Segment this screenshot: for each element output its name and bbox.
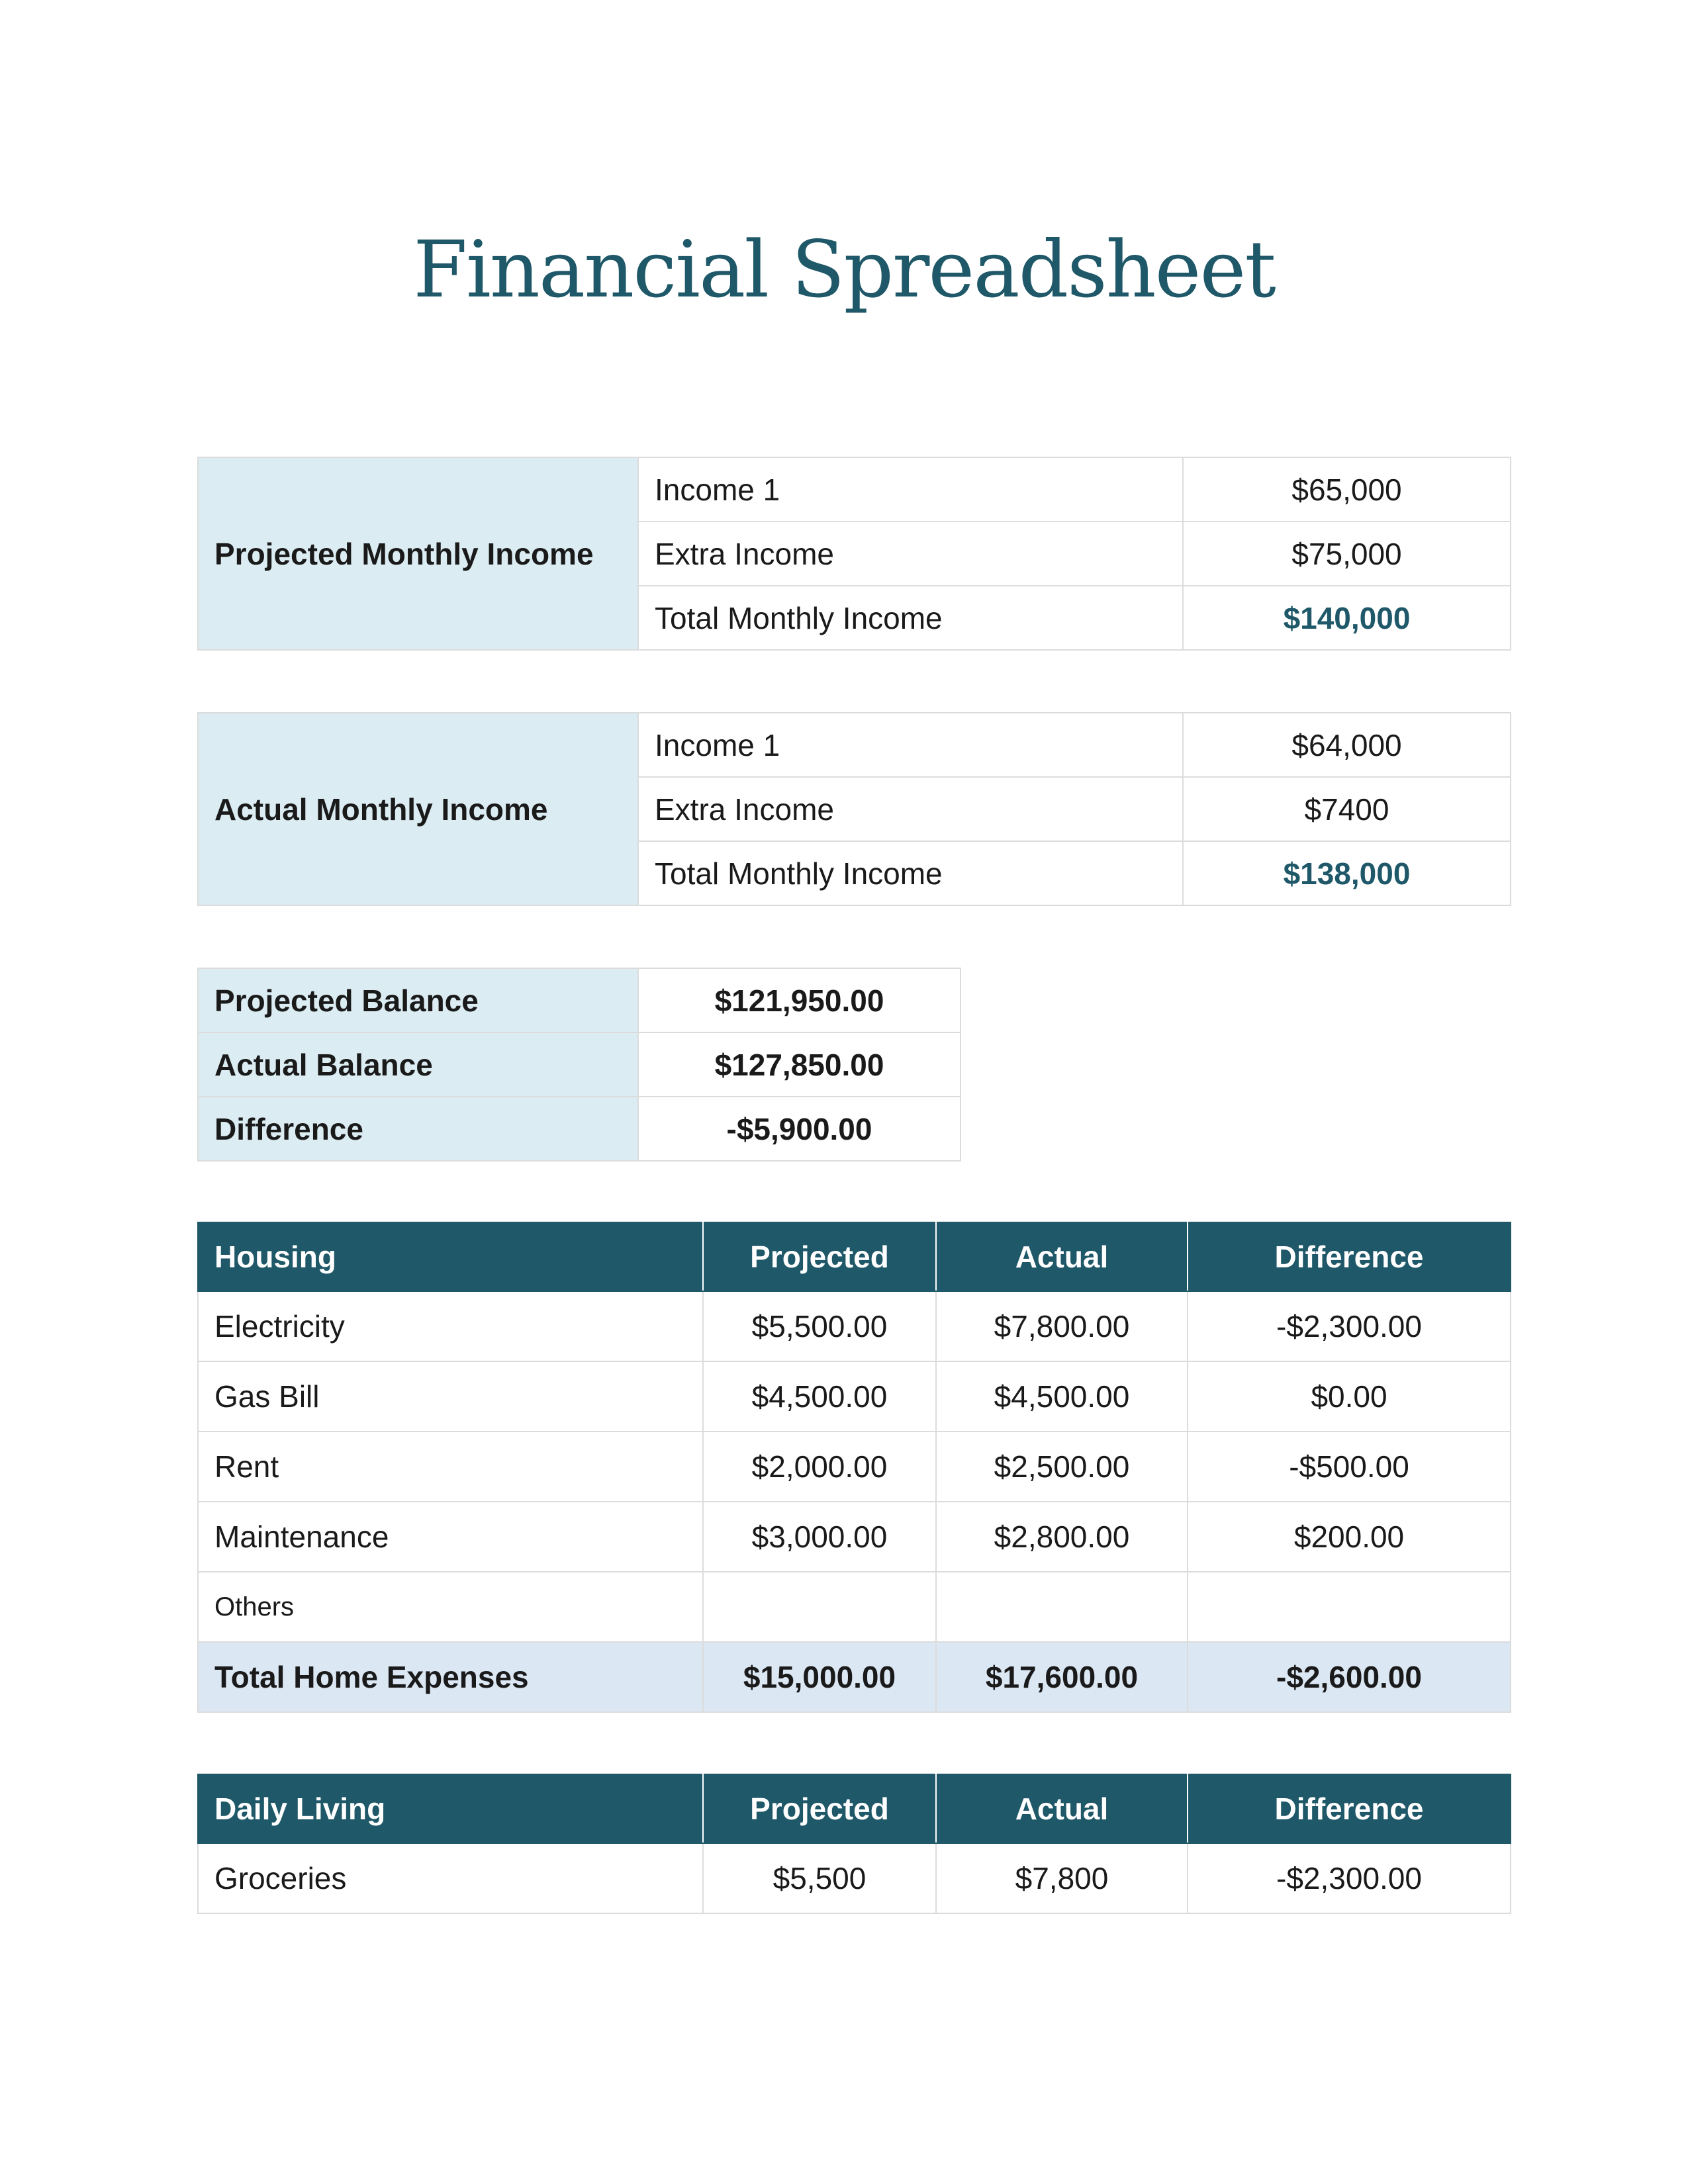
- column-header: Housing: [198, 1222, 703, 1291]
- income-name: Income 1: [638, 457, 1183, 522]
- difference-value: -$500.00: [1188, 1432, 1511, 1502]
- table-row: [198, 1502, 1511, 1572]
- column-header: Projected: [703, 1774, 936, 1843]
- total-label: Total Home Expenses: [198, 1642, 703, 1712]
- housing-table: [197, 1222, 1511, 1713]
- projected-value: $3,000.00: [703, 1502, 936, 1572]
- balance-label: Actual Balance: [198, 1032, 638, 1097]
- actual-value: $2,800.00: [936, 1502, 1188, 1572]
- projected-value: $2,000.00: [703, 1432, 936, 1502]
- column-header: Difference: [1188, 1222, 1511, 1291]
- income-value: $7400: [1183, 777, 1511, 841]
- table-header-row: [198, 1222, 1511, 1291]
- income-name: Extra Income: [638, 777, 1183, 841]
- expense-item: Groceries: [198, 1843, 703, 1913]
- table-header-row: [198, 1774, 1511, 1843]
- income-name: Extra Income: [638, 522, 1183, 586]
- income-name: Total Monthly Income: [638, 841, 1183, 905]
- table-row: [198, 1572, 1511, 1642]
- table-row: [198, 1291, 1511, 1361]
- total-difference: -$2,600.00: [1188, 1642, 1511, 1712]
- difference-value: -$2,300.00: [1188, 1843, 1511, 1913]
- projected-income-label: Projected Monthly Income: [198, 457, 638, 650]
- balance-label: Projected Balance: [198, 968, 638, 1032]
- balance-value: $127,850.00: [638, 1032, 961, 1097]
- actual-value: [936, 1572, 1188, 1642]
- total-actual: $17,600.00: [936, 1642, 1188, 1712]
- expense-item: Others: [198, 1572, 703, 1642]
- table-row: [198, 1432, 1511, 1502]
- table-row: [198, 1032, 961, 1097]
- total-income-value: $138,000: [1183, 841, 1511, 905]
- total-income-value: $140,000: [1183, 586, 1511, 650]
- actual-value: $7,800: [936, 1843, 1188, 1913]
- projected-income-table: [197, 457, 1511, 651]
- actual-value: $7,800.00: [936, 1291, 1188, 1361]
- daily-living-table: [197, 1774, 1511, 1914]
- difference-value: $0.00: [1188, 1361, 1511, 1432]
- balance-label: Difference: [198, 1097, 638, 1161]
- table-row: [198, 713, 1511, 777]
- table-row: [198, 457, 1511, 522]
- projected-value: $5,500: [703, 1843, 936, 1913]
- table-row: [198, 1097, 961, 1161]
- income-value: $75,000: [1183, 522, 1511, 586]
- column-header: Difference: [1188, 1774, 1511, 1843]
- expense-item: Gas Bill: [198, 1361, 703, 1432]
- expense-item: Rent: [198, 1432, 703, 1502]
- balance-value: $121,950.00: [638, 968, 961, 1032]
- actual-value: $4,500.00: [936, 1361, 1188, 1432]
- projected-value: $4,500.00: [703, 1361, 936, 1432]
- expense-item: Electricity: [198, 1291, 703, 1361]
- balance-table: [197, 968, 961, 1161]
- table-row: [198, 968, 961, 1032]
- income-value: $64,000: [1183, 713, 1511, 777]
- balance-value: -$5,900.00: [638, 1097, 961, 1161]
- total-row: [198, 1642, 1511, 1712]
- projected-value: [703, 1572, 936, 1642]
- projected-value: $5,500.00: [703, 1291, 936, 1361]
- difference-value: [1188, 1572, 1511, 1642]
- column-header: Actual: [936, 1774, 1188, 1843]
- total-projected: $15,000.00: [703, 1642, 936, 1712]
- column-header: Actual: [936, 1222, 1188, 1291]
- actual-income-label: Actual Monthly Income: [198, 713, 638, 905]
- table-row: [198, 1361, 1511, 1432]
- income-value: $65,000: [1183, 457, 1511, 522]
- difference-value: -$2,300.00: [1188, 1291, 1511, 1361]
- column-header: Projected: [703, 1222, 936, 1291]
- actual-value: $2,500.00: [936, 1432, 1188, 1502]
- page-title: Financial Spreadsheet: [413, 224, 1275, 315]
- income-name: Total Monthly Income: [638, 586, 1183, 650]
- expense-item: Maintenance: [198, 1502, 703, 1572]
- actual-income-table: [197, 712, 1511, 906]
- difference-value: $200.00: [1188, 1502, 1511, 1572]
- income-name: Income 1: [638, 713, 1183, 777]
- table-row: [198, 1843, 1511, 1913]
- column-header: Daily Living: [198, 1774, 703, 1843]
